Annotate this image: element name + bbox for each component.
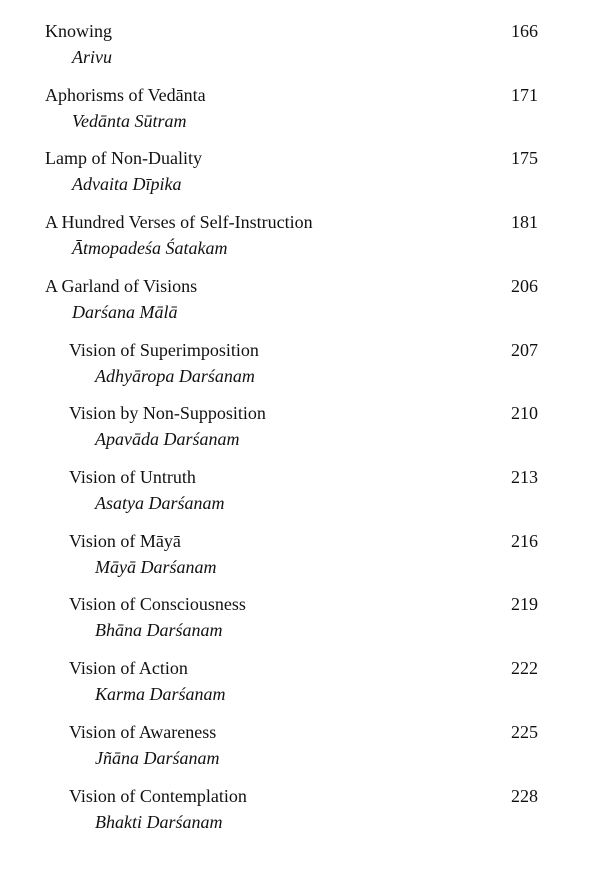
toc-entry-vision-of-contemplation	[0, 785, 600, 845]
entry-subtitle: Karma Darśanam	[95, 684, 226, 704]
entry-subtitle: Vedānta Sūtram	[72, 111, 187, 131]
entry-page-number: 206	[511, 276, 538, 296]
entry-subtitle: Ātmopadeśa Śatakam	[72, 238, 228, 258]
entry-title: Vision of Māyā	[69, 531, 181, 551]
entry-title: Vision of Awareness	[69, 722, 217, 742]
toc-entry-lamp-of-non-duality	[0, 147, 600, 207]
entry-title: Vision of Untruth	[69, 467, 196, 487]
toc-entry-vision-of-consciousness	[0, 593, 600, 653]
entry-subtitle: Jñāna Darśanam	[95, 748, 220, 768]
toc-entry-knowing	[0, 20, 600, 80]
entry-title: Vision of Contemplation	[69, 786, 247, 806]
entry-subtitle: Apavāda Darśanam	[95, 429, 240, 449]
toc-entry-garland-of-visions	[0, 275, 600, 335]
toc-entry-vision-of-untruth	[0, 466, 600, 526]
entry-title: Vision by Non-Supposition	[69, 403, 266, 423]
toc-entry-hundred-verses	[0, 211, 600, 271]
entry-page-number: 219	[511, 594, 538, 614]
entry-title: Aphorisms of Vedānta	[45, 85, 206, 105]
entry-page-number: 225	[511, 722, 538, 742]
entry-page-number: 222	[511, 658, 538, 678]
entry-subtitle: Bhakti Darśanam	[95, 812, 223, 832]
entry-subtitle: Advaita Dīpika	[72, 174, 182, 194]
entry-page-number: 216	[511, 531, 538, 551]
toc-entry-vision-of-action	[0, 657, 600, 717]
entry-page-number: 213	[511, 467, 538, 487]
entry-title: Vision of Consciousness	[69, 594, 246, 614]
entry-subtitle: Darśana Mālā	[72, 302, 178, 322]
entry-subtitle: Arivu	[72, 47, 112, 67]
entry-title: Lamp of Non-Duality	[45, 148, 202, 168]
entry-page-number: 228	[511, 786, 538, 806]
entry-title: Knowing	[45, 21, 112, 41]
toc-entry-vision-of-awareness	[0, 721, 600, 781]
entry-subtitle: Bhāna Darśanam	[95, 620, 223, 640]
entry-page-number: 181	[511, 212, 538, 232]
toc-entry-aphorisms-of-vedanta	[0, 84, 600, 144]
toc-entry-vision-by-non-supposition	[0, 402, 600, 462]
entry-title: A Hundred Verses of Self-Instruction	[45, 212, 313, 232]
entry-title: Vision of Action	[69, 658, 188, 678]
entry-page-number: 210	[511, 403, 538, 423]
entry-subtitle: Adhyāropa Darśanam	[95, 366, 255, 386]
toc-entry-vision-of-maya	[0, 530, 600, 590]
entry-page-number: 166	[511, 21, 538, 41]
entry-subtitle: Māyā Darśanam	[95, 557, 217, 577]
entry-title: A Garland of Visions	[45, 276, 198, 296]
entry-page-number: 207	[511, 340, 538, 360]
entry-page-number: 171	[511, 85, 538, 105]
entry-subtitle: Asatya Darśanam	[95, 493, 225, 513]
entry-page-number: 175	[511, 148, 538, 168]
entry-title: Vision of Superimposition	[69, 340, 259, 360]
toc-entry-vision-of-superimposition	[0, 339, 600, 399]
